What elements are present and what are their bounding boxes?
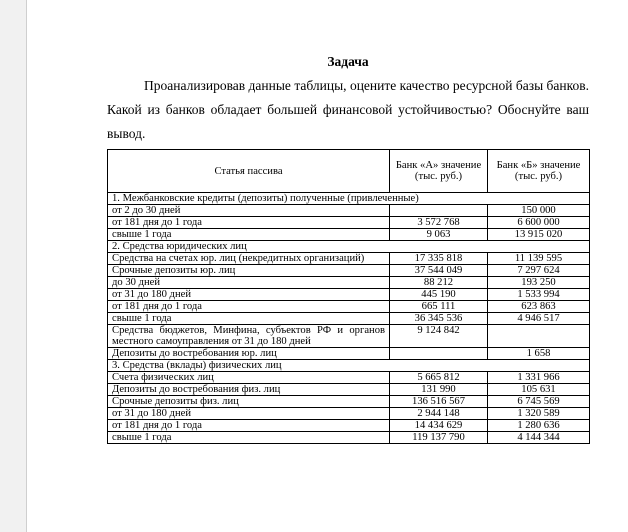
table-row: [108, 301, 590, 313]
bank-a-value: 119 137 790: [390, 432, 488, 444]
section-label: 2. Средства юридических лиц: [108, 241, 590, 253]
bank-b-value: 105 631: [488, 384, 590, 396]
row-label: от 181 дня до 1 года: [108, 420, 390, 432]
bank-b-value: 623 863: [488, 301, 590, 313]
row-label: свыше 1 года: [108, 229, 390, 241]
bank-a-value: [390, 348, 488, 360]
row-label: свыше 1 года: [108, 313, 390, 325]
table-row: [108, 408, 590, 420]
table-row: [108, 325, 590, 348]
bank-b-value: 4 946 517: [488, 313, 590, 325]
bank-b-value: 1 331 966: [488, 372, 590, 384]
table-row: [108, 289, 590, 301]
bank-a-value: 37 544 049: [390, 265, 488, 277]
table-row: [108, 432, 590, 444]
bank-b-value: [488, 325, 590, 348]
bank-b-value: 150 000: [488, 205, 590, 217]
bank-b-value: 1 533 994: [488, 289, 590, 301]
row-label: до 30 дней: [108, 277, 390, 289]
table-section-row: [108, 193, 590, 205]
row-label: Срочные депозиты физ. лиц: [108, 396, 390, 408]
bank-a-value: 9 063: [390, 229, 488, 241]
bank-b-value: 6 745 569: [488, 396, 590, 408]
table-body: [108, 193, 590, 444]
bank-a-value: 36 345 536: [390, 313, 488, 325]
bank-a-value: 14 434 629: [390, 420, 488, 432]
row-label: Средства бюджетов, Минфина, субъектов РФ и органов местного самоуправления от 31 до 180 дней: [108, 325, 390, 348]
liabilities-table: [107, 149, 590, 444]
bank-a-value: 2 944 148: [390, 408, 488, 420]
bank-b-value: 1 658: [488, 348, 590, 360]
row-label: Депозиты до востребования юр. лиц: [108, 348, 390, 360]
bank-a-value: 136 516 567: [390, 396, 488, 408]
bank-b-value: 6 600 000: [488, 217, 590, 229]
row-label: от 31 до 180 дней: [108, 289, 390, 301]
bank-b-value: 193 250: [488, 277, 590, 289]
bank-a-value: 5 665 812: [390, 372, 488, 384]
bank-b-value: 11 139 595: [488, 253, 590, 265]
table-header-row: [108, 150, 590, 193]
row-label: Срочные депозиты юр. лиц: [108, 265, 390, 277]
table-row: [108, 265, 590, 277]
table-row: [108, 277, 590, 289]
row-label: от 181 дня до 1 года: [108, 301, 390, 313]
bank-b-value: 1 320 589: [488, 408, 590, 420]
table-row: [108, 348, 590, 360]
section-label: 3. Средства (вклады) физических лиц: [108, 360, 590, 372]
row-label: Средства на счетах юр. лиц (некредитных организаций): [108, 253, 390, 265]
row-label: Счета физических лиц: [108, 372, 390, 384]
row-label: свыше 1 года: [108, 432, 390, 444]
header-bank-a: Банк «А» значение (тыс. руб.): [390, 150, 488, 193]
task-paragraph: Проанализировав данные таблицы, оцените качество ресурсной базы банков. Какой из банков обладает большей финансовой устойчивостью? Обоснуйте ваш вывод.: [107, 78, 589, 141]
bank-a-value: 445 190: [390, 289, 488, 301]
table-row: [108, 396, 590, 408]
bank-a-value: 665 111: [390, 301, 488, 313]
bank-b-value: 13 915 020: [488, 229, 590, 241]
bank-a-value: 131 990: [390, 384, 488, 396]
table-row: [108, 253, 590, 265]
table-row: [108, 217, 590, 229]
bank-a-value: 17 335 818: [390, 253, 488, 265]
table-section-row: [108, 241, 590, 253]
row-label: от 2 до 30 дней: [108, 205, 390, 217]
table-row: [108, 372, 590, 384]
editor-left-margin: [0, 0, 27, 532]
row-label: от 181 дня до 1 года: [108, 217, 390, 229]
table-row: [108, 420, 590, 432]
table-row: [108, 384, 590, 396]
section-label: 1. Межбанковские кредиты (депозиты) полученные (привлеченные): [108, 193, 590, 205]
header-item: Статья пассива: [108, 150, 390, 193]
row-label: Депозиты до востребования физ. лиц: [108, 384, 390, 396]
bank-a-value: [390, 205, 488, 217]
bank-a-value: 88 212: [390, 277, 488, 289]
header-bank-b: Банк «Б» значение (тыс. руб.): [488, 150, 590, 193]
row-label: от 31 до 180 дней: [108, 408, 390, 420]
bank-b-value: 7 297 624: [488, 265, 590, 277]
bank-a-value: 9 124 842: [390, 325, 488, 348]
bank-b-value: 4 144 344: [488, 432, 590, 444]
table-row: [108, 205, 590, 217]
table-section-row: [108, 360, 590, 372]
table-row: [108, 313, 590, 325]
table-row: [108, 229, 590, 241]
bank-b-value: 1 280 636: [488, 420, 590, 432]
task-heading: Задача: [327, 54, 369, 69]
bank-a-value: 3 572 768: [390, 217, 488, 229]
